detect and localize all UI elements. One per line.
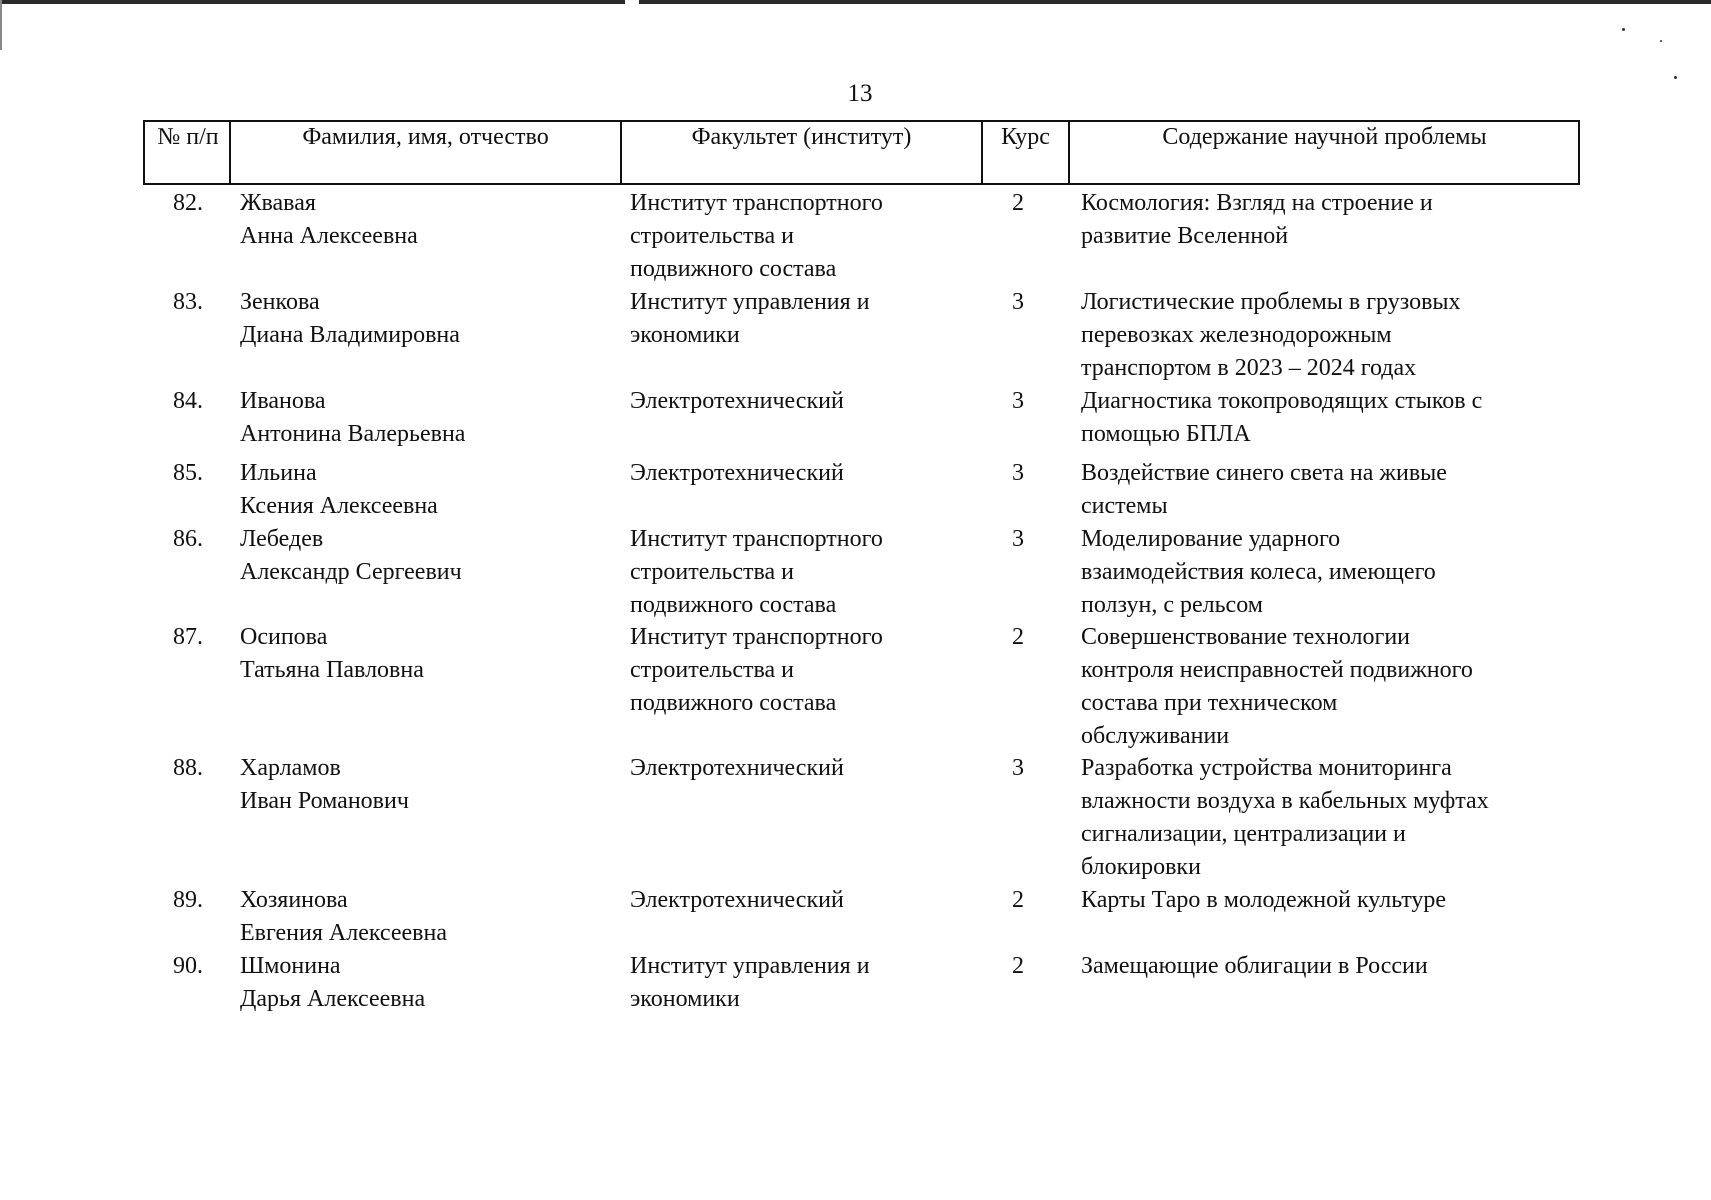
row-faculty — [630, 884, 970, 917]
row-faculty — [630, 752, 970, 785]
row-topic-line: Моделирование ударного — [1081, 526, 1341, 552]
row-faculty-line: подвижного состава — [630, 592, 837, 618]
row-topic-line: Диагностика токопроводящих стыков с — [1081, 388, 1483, 414]
row-faculty-line: Электротехнический — [630, 887, 844, 913]
row-faculty — [630, 286, 970, 352]
scan-speck — [1674, 76, 1677, 79]
row-faculty-line: экономики — [630, 986, 740, 1012]
row-name-line: Лебедев — [240, 526, 324, 552]
row-course: 2 — [1012, 190, 1024, 216]
row-name — [240, 385, 620, 451]
row-faculty-line: Институт транспортного — [630, 624, 883, 650]
header-number: № п/п — [157, 124, 219, 150]
row-topic — [1081, 385, 1581, 451]
row-course: 3 — [1012, 289, 1024, 315]
row-topic — [1081, 187, 1581, 253]
row-name — [240, 187, 620, 253]
header-name: Фамилия, имя, отчество — [302, 124, 549, 150]
page-number: 13 — [847, 80, 873, 107]
row-name-line: Иванова — [240, 388, 326, 414]
header-divider — [981, 120, 983, 185]
row-number: 89. — [173, 887, 203, 913]
row-topic-line: развитие Вселенной — [1081, 223, 1289, 249]
row-topic-line: Карты Таро в молодежной культуре — [1081, 887, 1447, 913]
row-course: 2 — [1012, 624, 1024, 650]
row-topic-line: взаимодействия колеса, имеющего — [1081, 559, 1436, 585]
row-name-line: Антонина Валерьевна — [240, 421, 466, 447]
row-topic-line: контроля неисправностей подвижного — [1081, 657, 1473, 683]
row-topic — [1081, 286, 1581, 385]
row-name — [240, 950, 620, 1016]
row-name-line: Анна Алексеевна — [240, 223, 418, 249]
row-faculty-line: Институт транспортного — [630, 526, 883, 552]
row-course: 3 — [1012, 460, 1024, 486]
row-name-line: Иван Романович — [240, 788, 409, 814]
row-course: 3 — [1012, 755, 1024, 781]
row-topic-line: Воздействие синего света на живые — [1081, 460, 1447, 486]
header-divider — [229, 120, 231, 185]
row-topic — [1081, 950, 1581, 983]
scan-top-edge-gap — [625, 0, 639, 4]
header-faculty: Факультет (институт) — [691, 124, 912, 150]
row-topic-line: Замещающие облигации в России — [1081, 953, 1428, 979]
row-topic — [1081, 621, 1581, 753]
row-name-line: Ильина — [240, 460, 317, 486]
row-name — [240, 752, 620, 818]
row-faculty-line: экономики — [630, 322, 740, 348]
row-name-line: Ксения Алексеевна — [240, 493, 438, 519]
row-topic — [1081, 884, 1581, 917]
row-topic-line: Разработка устройства мониторинга — [1081, 755, 1452, 781]
header-topic: Содержание научной проблемы — [1162, 124, 1487, 150]
row-faculty-line: строительства и — [630, 559, 794, 585]
row-topic — [1081, 457, 1581, 523]
row-topic — [1081, 752, 1581, 884]
row-name-line: Дарья Алексеевна — [240, 986, 426, 1012]
row-faculty-line: Электротехнический — [630, 755, 844, 781]
row-faculty-line: Электротехнический — [630, 460, 844, 486]
row-faculty-line: строительства и — [630, 657, 794, 683]
row-name-line: Зенкова — [240, 289, 320, 315]
row-topic-line: Космология: Взгляд на строение и — [1081, 190, 1433, 216]
row-number: 86. — [173, 526, 203, 552]
row-topic-line: перевозках железнодорожным — [1081, 322, 1392, 348]
row-faculty — [630, 523, 970, 622]
row-name-line: Харламов — [240, 755, 341, 781]
header-divider — [1068, 120, 1070, 185]
row-topic-line: транспортом в 2023 – 2024 годах — [1081, 355, 1417, 381]
row-name-line: Шмонина — [240, 953, 341, 979]
row-faculty-line: строительства и — [630, 223, 794, 249]
row-topic-line: помощью БПЛА — [1081, 421, 1251, 447]
row-faculty-line: Институт транспортного — [630, 190, 883, 216]
row-name-line: Жвавая — [240, 190, 316, 216]
row-number: 84. — [173, 388, 203, 414]
row-faculty-line: подвижного состава — [630, 256, 837, 282]
row-topic-line: Совершенствование технологии — [1081, 624, 1411, 650]
row-name — [240, 523, 620, 589]
row-topic-line: сигнализации, централизации и — [1081, 821, 1406, 847]
row-number: 90. — [173, 953, 203, 979]
row-name-line: Татьяна Павловна — [240, 657, 424, 683]
scan-speck — [1622, 28, 1625, 31]
row-name-line: Осипова — [240, 624, 328, 650]
scan-speck — [1660, 40, 1662, 42]
row-course: 2 — [1012, 953, 1024, 979]
row-faculty — [630, 187, 970, 286]
row-faculty — [630, 385, 970, 418]
row-course: 2 — [1012, 887, 1024, 913]
row-name-line: Евгения Алексеевна — [240, 920, 447, 946]
row-name — [240, 884, 620, 950]
row-number: 82. — [173, 190, 203, 216]
row-name-line: Диана Владимировна — [240, 322, 460, 348]
row-number: 88. — [173, 755, 203, 781]
row-course: 3 — [1012, 388, 1024, 414]
row-topic-line: Логистические проблемы в грузовых — [1081, 289, 1461, 315]
row-faculty-line: Электротехнический — [630, 388, 844, 414]
row-number: 85. — [173, 460, 203, 486]
row-name — [240, 457, 620, 523]
row-topic-line: блокировки — [1081, 854, 1201, 880]
row-faculty-line: Институт управления и — [630, 953, 870, 979]
header-course: Курс — [1001, 124, 1050, 150]
row-name-line: Хозяинова — [240, 887, 348, 913]
row-name — [240, 286, 620, 352]
row-course: 3 — [1012, 526, 1024, 552]
row-faculty — [630, 457, 970, 490]
row-topic-line: системы — [1081, 493, 1168, 519]
row-name — [240, 621, 620, 687]
row-number: 87. — [173, 624, 203, 650]
scan-left-edge — [0, 0, 2, 50]
row-topic-line: обслуживании — [1081, 723, 1230, 749]
scan-top-edge — [0, 0, 1711, 4]
row-topic-line: ползун, с рельсом — [1081, 592, 1263, 618]
row-topic-line: влажности воздуха в кабельных муфтах — [1081, 788, 1489, 814]
row-topic-line: состава при техническом — [1081, 690, 1338, 716]
row-faculty-line: подвижного состава — [630, 690, 837, 716]
row-name-line: Александр Сергеевич — [240, 559, 462, 585]
row-faculty — [630, 950, 970, 1016]
row-faculty-line: Институт управления и — [630, 289, 870, 315]
header-divider — [620, 120, 622, 185]
row-faculty — [630, 621, 970, 720]
row-number: 83. — [173, 289, 203, 315]
row-topic — [1081, 523, 1581, 622]
